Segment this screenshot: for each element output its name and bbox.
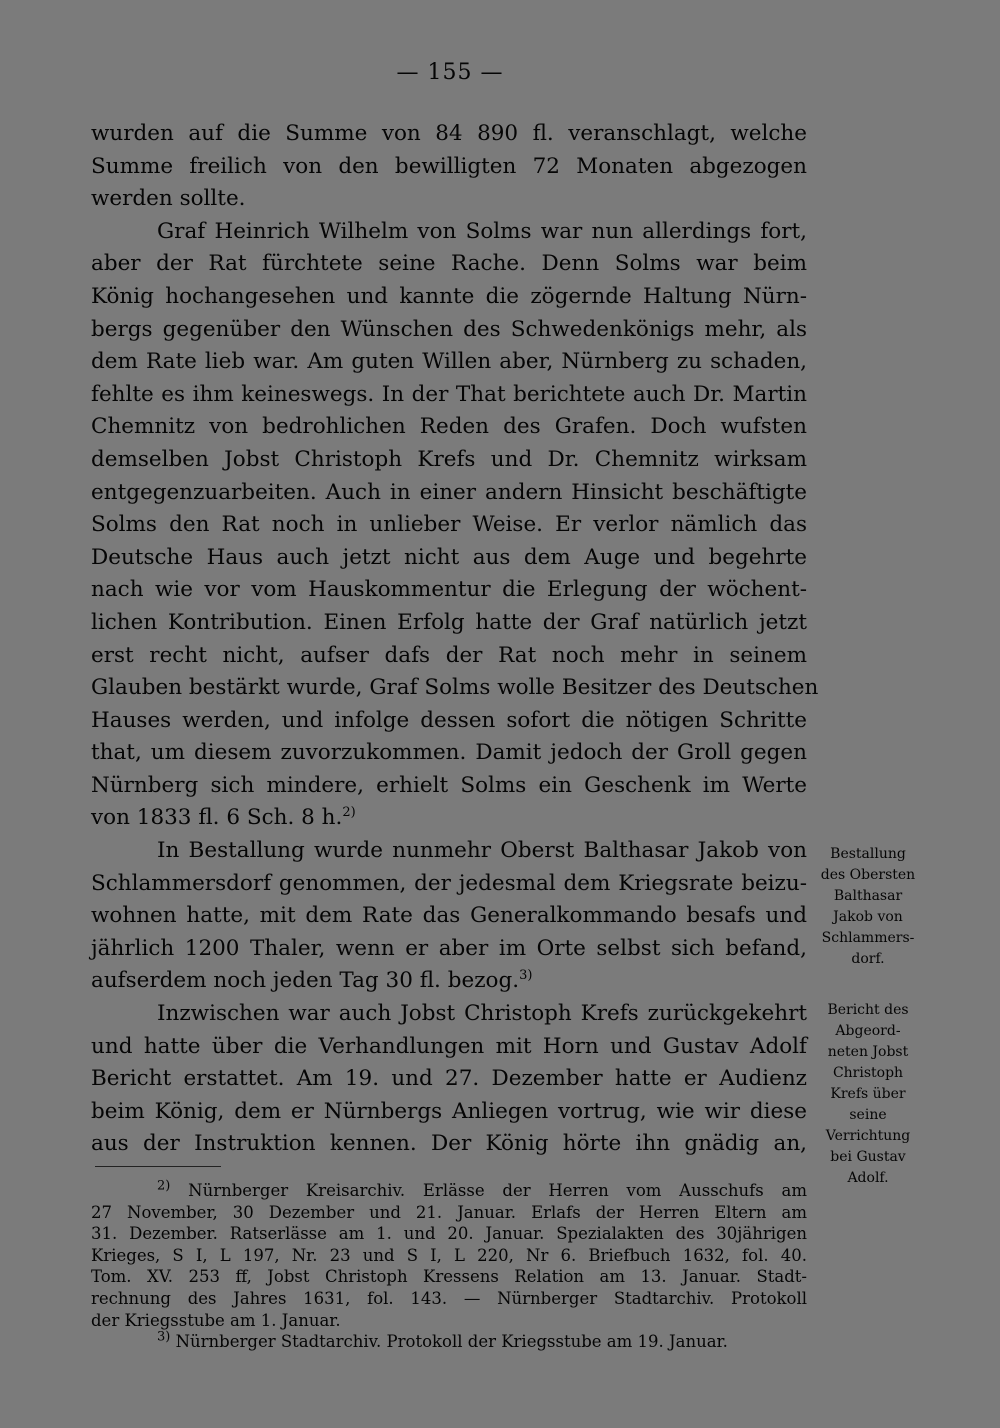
body-line: König hochangesehen und kannte die zögernde Haltung Nürn- [91, 283, 807, 309]
body-line: Deutsche Haus auch jetzt nicht aus dem Auge und begehrte [91, 544, 807, 570]
margin-note-line: Schlammers- [821, 930, 915, 946]
body-line-text: aufserdem noch jeden Tag 30 fl. bezog. [91, 968, 520, 994]
body-line: Graf Heinrich Wilhelm von Solms war nun allerdings fort, [157, 218, 807, 244]
body-line: wurden auf die Summe von 84 890 fl. veranschlagt, welche [91, 121, 807, 146]
body-line: aber der Rat fürchtete seine Rache. Denn Solms war beim [91, 251, 807, 277]
margin-note-line: Jakob von [833, 909, 903, 925]
footnote-mark: 3) [157, 1329, 171, 1345]
footnote-text: Nürnberger Kreisarchiv. Erlässe der Herren vom Ausschufs am [188, 1181, 807, 1200]
footnote-line: 31. Dezember. Ratserlässe am 1. und 20. Januar. Spezialakten des 30jährigen [91, 1224, 807, 1244]
body-line: erst recht nicht, aufser dafs der Rat noch mehr in seinem [91, 642, 807, 668]
body-line: fehlte es ihm keineswegs. In der That berichtete auch Dr. Martin [91, 381, 807, 407]
body-line: dem Rate lieb war. Am guten Willen aber, Nürnberg zu schaden, [91, 349, 807, 375]
footnote-ref: 2) [342, 805, 356, 821]
footnotes [91, 1180, 807, 1353]
body-text [91, 118, 819, 1161]
body-line: werden sollte. [91, 186, 246, 212]
footnote-mark: 2) [157, 1178, 171, 1194]
margin-note-line: dorf. [851, 951, 885, 967]
body-line: beim König, dem er Nürnbergs Anliegen vortrug, wie wir diese [91, 1098, 807, 1124]
body-line [91, 802, 807, 835]
body-line: und hatte über die Verhandlungen mit Horn und Gustav Adolf [91, 1033, 807, 1059]
body-line: Nürnberg sich mindere, erhielt Solms ein Geschenk im Werte [91, 772, 807, 798]
body-line: Glauben bestärkt wurde, Graf Solms wolle Besitzer des Deutschen [91, 675, 819, 701]
footnote-line [91, 1180, 807, 1202]
margin-note-line: Verrichtung [825, 1128, 911, 1144]
body-line: jährlich 1200 Thaler, wenn er aber im Orte selbst sich befand, [91, 935, 807, 961]
body-line: Chemnitz von bedrohlichen Reden des Grafen. Doch wufsten [91, 414, 807, 440]
body-line: nach wie vor vom Hauskommentur die Erlegung der wöchent- [91, 577, 807, 603]
margin-note-line: Abgeord- [835, 1023, 901, 1039]
body-line: Hauses werden, und infolge dessen sofort die nötigen Schritte [91, 707, 807, 733]
footnote-line: 27 November, 30 Dezember und 21. Januar. Erlafs der Herren Eltern am [91, 1202, 807, 1222]
body-line-text: von 1833 fl. 6 Sch. 8 h. [91, 805, 343, 831]
page-number: — 155 — [396, 60, 504, 85]
footnote-line: der Kriegsstube am 1. Januar. [91, 1310, 341, 1330]
body-line: that, um diesem zuvorzukommen. Damit jedoch der Groll gegen [91, 740, 807, 766]
margin-note-line: bei Gustav [830, 1149, 906, 1165]
footnote-ref: 3) [519, 968, 533, 984]
body-line: bergs gegenüber den Wünschen des Schwedenkönigs mehr, als [91, 316, 807, 342]
body-line: aus der Instruktion kennen. Der König hörte ihn gnädig an, [91, 1131, 807, 1157]
margin-note-bericht [815, 1000, 921, 1189]
body-line: entgegenzuarbeiten. Auch in einer andern Hinsicht beschäftigte [91, 479, 807, 505]
margin-note-bestallung [815, 844, 921, 970]
body-line [91, 965, 807, 998]
margin-note-line: des Obersten [820, 867, 916, 883]
body-line: Schlammersdorf genommen, der jedesmal dem Kriegsrate beizu- [91, 870, 807, 896]
footnote-line: rechnung des Jahres 1631, fol. 143. — Nürnberger Stadtarchiv. Protokoll [91, 1288, 807, 1308]
body-line: Inzwischen war auch Jobst Christoph Krefs zurückgekehrt [157, 1001, 807, 1027]
margin-note-line: neten Jobst [827, 1044, 909, 1060]
body-line: In Bestallung wurde nunmehr Oberst Balthasar Jakob von [157, 838, 807, 864]
margin-note-line: Bericht des [827, 1002, 909, 1018]
footnote-divider [95, 1166, 221, 1167]
body-line: Summe freilich von den bewilligten 72 Monaten abgezogen [91, 153, 807, 179]
margin-note-line: Christoph [832, 1065, 904, 1081]
body-line: wohnen hatte, mit dem Rate das Generalkommando besafs und [91, 903, 807, 929]
margin-note-line: Bestallung [830, 846, 906, 862]
margin-note-line: Balthasar [833, 888, 903, 904]
margin-note-line: Krefs über [830, 1086, 906, 1102]
body-line: lichen Kontribution. Einen Erfolg hatte der Graf natürlich jetzt [91, 609, 807, 635]
body-line: demselben Jobst Christoph Krefs und Dr. Chemnitz wirksam [91, 446, 807, 472]
footnote-text: Nürnberger Stadtarchiv. Protokoll der Kriegsstube am 19. Januar. [175, 1332, 728, 1352]
footnote-line: Tom. XV. 253 ff, Jobst Christoph Kressens Relation am 13. Januar. Stadt- [91, 1267, 807, 1287]
body-line: Solms den Rat noch in unlieber Weise. Er verlor nämlich das [91, 512, 807, 538]
footnote-line [91, 1331, 807, 1353]
margin-note-line: Adolf. [847, 1170, 889, 1186]
body-line: Bericht erstattet. Am 19. und 27. Dezember hatte er Audienz [91, 1066, 807, 1092]
margin-note-line: seine [849, 1107, 887, 1123]
footnote-line: Krieges, S I, L 197, Nr. 23 und S I, L 220, Nr 6. Briefbuch 1632, fol. 40. [91, 1245, 807, 1265]
